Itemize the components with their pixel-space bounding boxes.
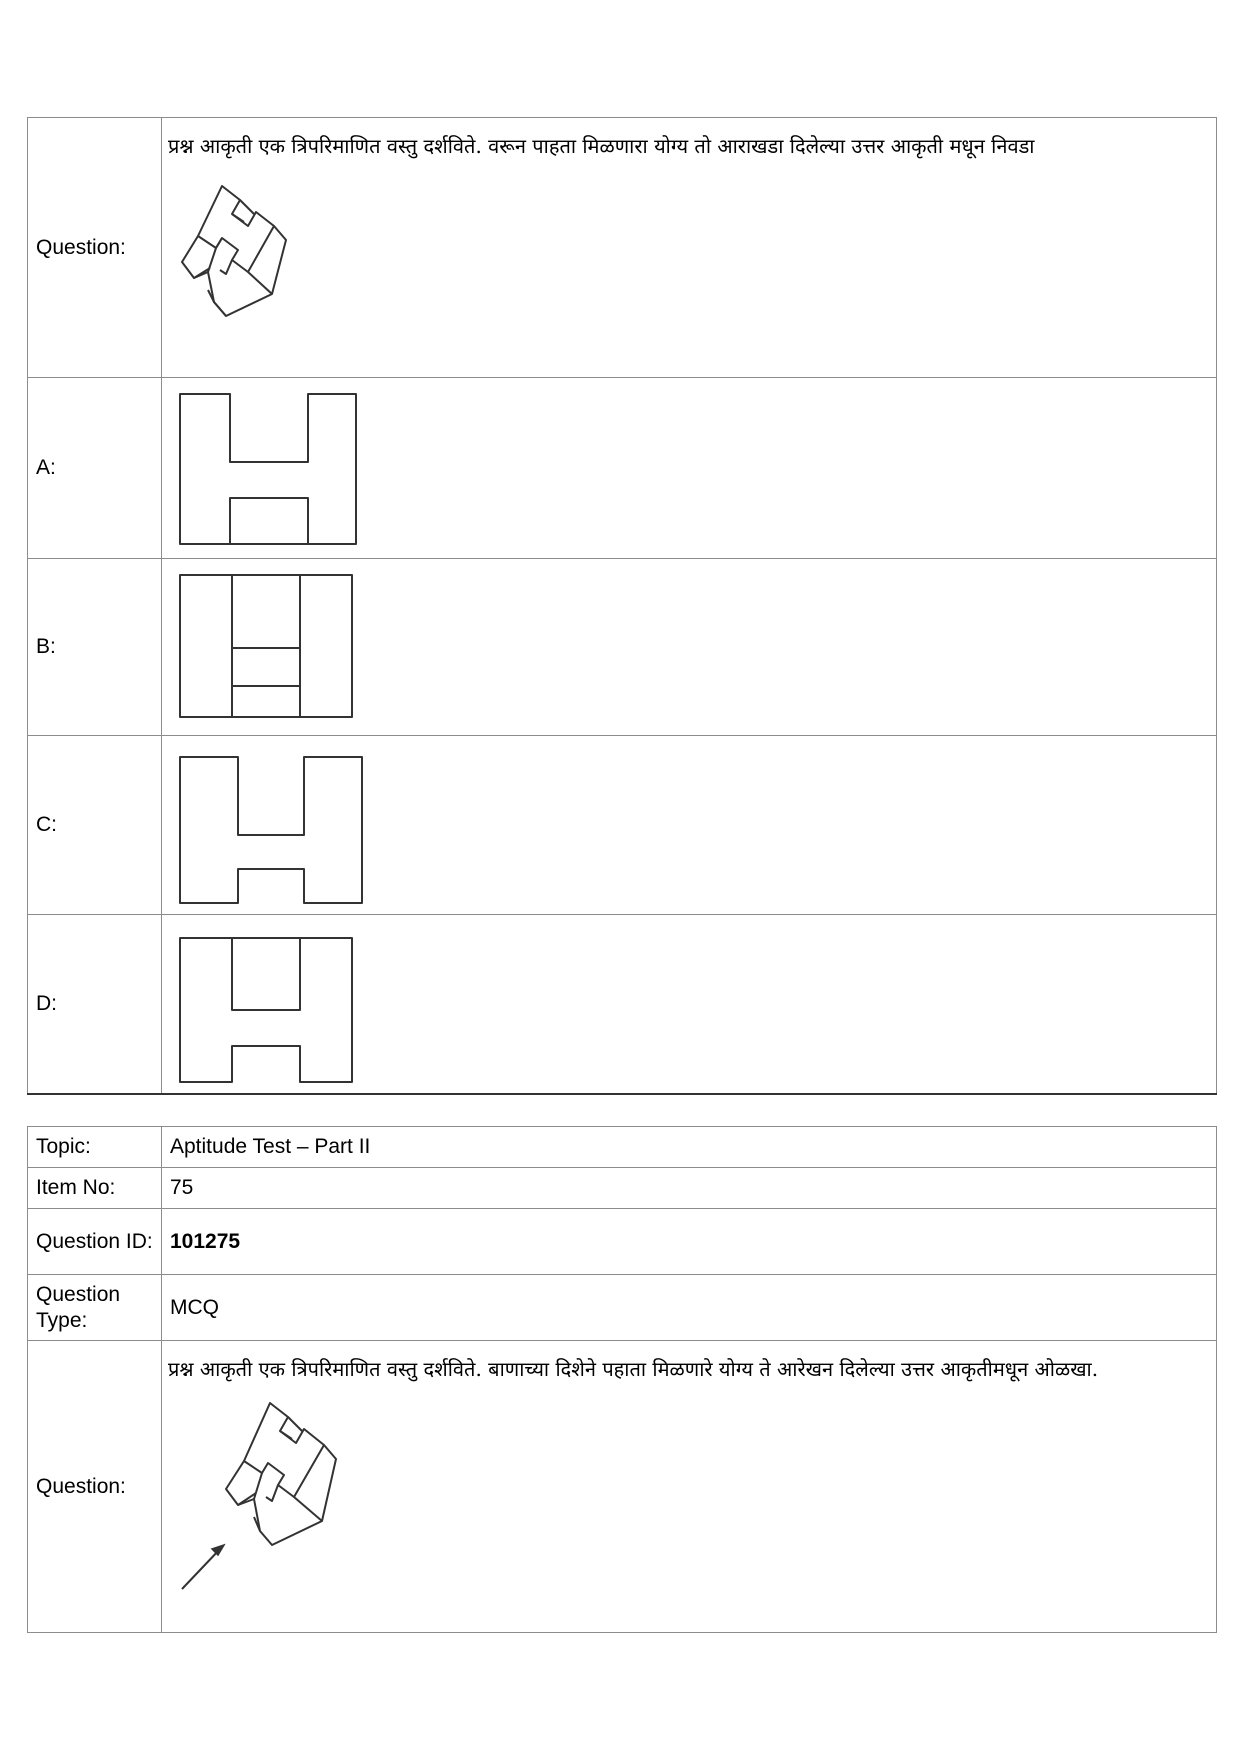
question-label-2: Question:	[28, 1341, 162, 1633]
h-top-view-option-d-icon	[178, 924, 368, 1084]
option-row-c[interactable]	[28, 736, 1217, 915]
h-top-view-option-b-icon	[178, 567, 368, 727]
option-label-a: A:	[28, 378, 162, 559]
isometric-h-block-with-arrow-icon	[174, 1397, 354, 1597]
item-no-value: 75	[162, 1168, 1217, 1209]
topic-value: Aptitude Test – Part II	[162, 1127, 1217, 1168]
topic-label: Topic:	[28, 1127, 162, 1168]
question-cell-2	[162, 1341, 1217, 1633]
question-type-value: MCQ	[162, 1275, 1217, 1341]
item-no-row	[28, 1168, 1217, 1209]
h-top-view-option-a-icon	[178, 388, 368, 548]
question-type-row	[28, 1275, 1217, 1341]
question-cell	[162, 118, 1217, 378]
option-cell-b[interactable]	[162, 559, 1217, 736]
question-row	[28, 118, 1217, 378]
item-no-label: Item No:	[28, 1168, 162, 1209]
option-row-b[interactable]	[28, 559, 1217, 736]
isometric-h-block-icon	[174, 174, 314, 334]
question-id-value: 101275	[162, 1209, 1217, 1275]
question-table-2	[27, 1126, 1217, 1633]
h-top-view-option-c-icon	[178, 745, 368, 905]
question-label: Question:	[28, 118, 162, 378]
question-table-1	[27, 117, 1217, 1095]
question-row-2	[28, 1341, 1217, 1633]
option-row-a[interactable]	[28, 378, 1217, 559]
question-text: प्रश्न आकृती एक त्रिपरिमाणित वस्तु दर्शविते. वरून पाहता मिळणारा योग्य तो आराखडा दिलेल्या उत्तर आकृती मधून निवडा	[168, 134, 1035, 158]
question-id-row	[28, 1209, 1217, 1275]
option-label-c: C:	[28, 736, 162, 915]
option-cell-c[interactable]	[162, 736, 1217, 915]
option-label-b: B:	[28, 559, 162, 736]
option-cell-a[interactable]	[162, 378, 1217, 559]
question-type-label: Question Type:	[28, 1275, 162, 1341]
option-row-d[interactable]	[28, 915, 1217, 1094]
option-cell-d[interactable]	[162, 915, 1217, 1094]
question-id-label: Question ID:	[28, 1209, 162, 1275]
question-text-2: प्रश्न आकृती एक त्रिपरिमाणित वस्तु दर्शविते. बाणाच्या दिशेने पहाता मिळणारे योग्य ते आरेखन दिलेल्या उत्तर आकृतीमधून ओळखा.	[168, 1357, 1099, 1381]
topic-row	[28, 1127, 1217, 1168]
option-label-d: D:	[28, 915, 162, 1094]
